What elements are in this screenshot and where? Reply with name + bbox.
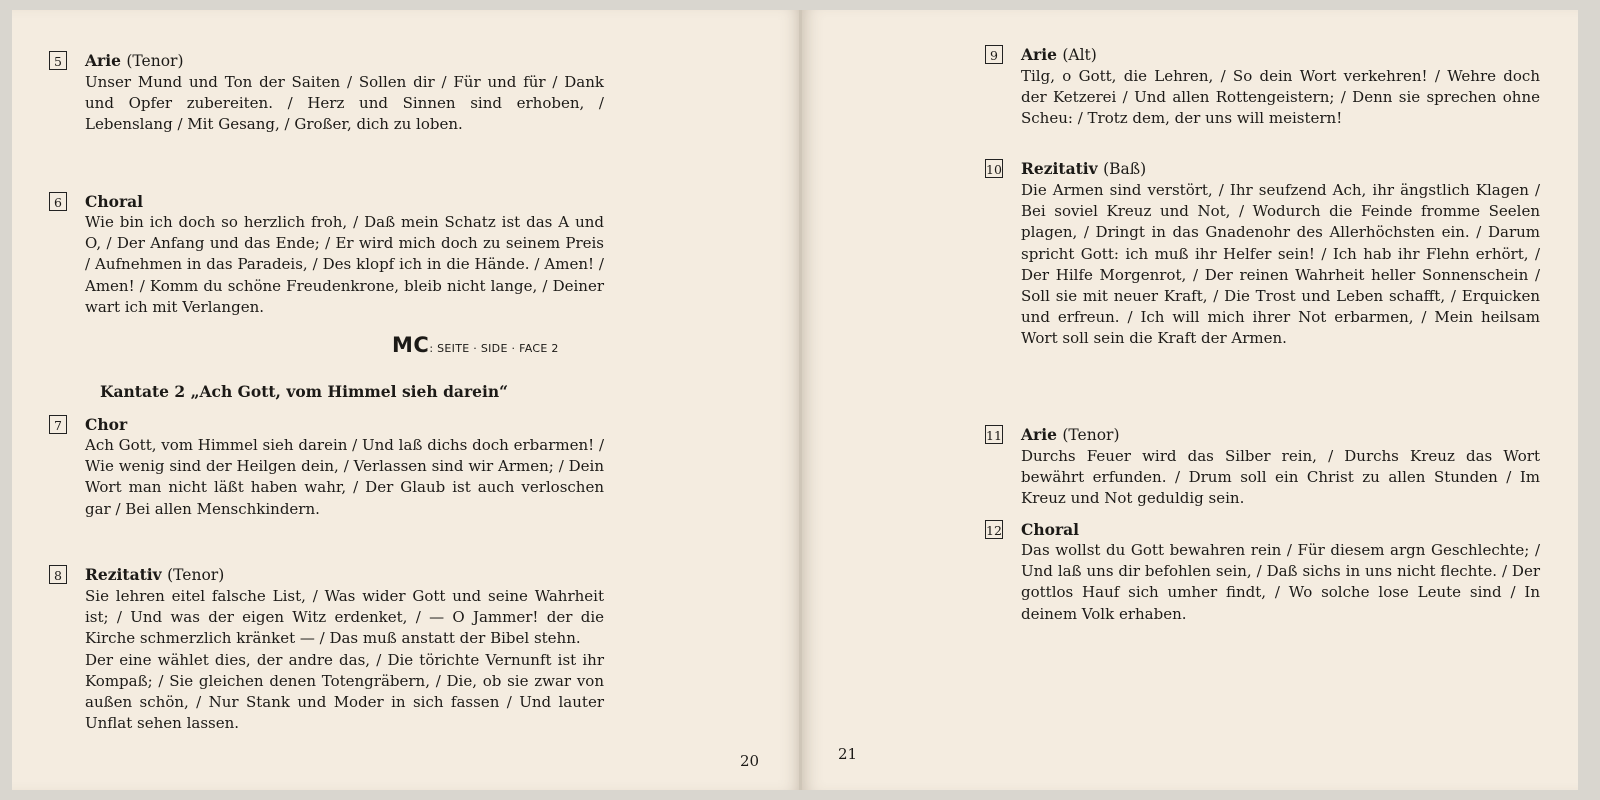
section-9 (985, 44, 1540, 130)
mc-label: MC (392, 333, 430, 357)
section-heading (85, 50, 604, 72)
section-7 (49, 414, 604, 520)
section-5 (49, 50, 604, 136)
section-text: Durchs Feuer wird das Silber rein, / Durchs Kreuz das Wort bewährt erfunden. / Drum soll ein Christ zu allen Stunden / Im Kreuz und Not geduldig sein. (1021, 447, 1540, 508)
section-heading: Choral (85, 192, 144, 211)
section-text: Sie lehren eitel falsche List, / Was wider Gott und seine Wahrheit ist; / Und was der eigen Witz erdenket, / — O Jammer! der die Kirche schmerzlich kränket — / Das muß anstatt der Bibel stehn. (85, 587, 604, 648)
section-number: 8 (49, 565, 67, 584)
heading-voice: (Baß) (1103, 160, 1147, 178)
section-number: 6 (49, 192, 67, 211)
section-12 (985, 519, 1540, 625)
mc-side-text: : SEITE · SIDE · FACE 2 (429, 342, 559, 355)
section-heading (85, 564, 604, 586)
section-number: 12 (985, 520, 1003, 539)
booklet-spread (12, 10, 1578, 790)
section-8 (49, 564, 604, 734)
section-text: Unser Mund und Ton der Saiten / Sollen dir / Für und für / Dank und Opfer zubereiten. / Herz und Sinnen sind erhoben, / Lebenslang / Mit Gesang, / Großer, dich zu loben. (85, 73, 604, 134)
heading-title: Arie (1021, 425, 1057, 444)
section-number: 5 (49, 51, 67, 70)
section-heading: Chor (85, 415, 128, 434)
heading-title: Arie (85, 51, 121, 70)
section-text: Ach Gott, vom Himmel sieh darein / Und laß dichs doch erbarmen! / Wie wenig sind der Heilgen dein, / Verlassen sind wir Armen; / Dein Wort man nicht läßt haben wahr, / Der Glaub ist auch verloschen gar / Bei allen Menschkindern. (85, 436, 604, 518)
kantate-title: Kantate 2 „Ach Gott, vom Himmel sieh darein“ (100, 382, 509, 401)
heading-voice: (Alt) (1062, 46, 1097, 64)
section-10 (985, 158, 1540, 350)
section-heading: Choral (1021, 520, 1080, 539)
section-number: 10 (985, 159, 1003, 178)
right-page (802, 10, 1578, 790)
left-page (12, 10, 802, 790)
heading-voice: (Tenor) (126, 52, 184, 70)
section-text: Das wollst du Gott bewahren rein / Für diesem argn Geschlechte; / Und laß uns dir befohlen sein, / Daß sichs in uns nicht flechte. / Der gottlos Hauf sich umher findt, / Wo solche lose Leute sind / In deinem Volk erhaben. (1021, 541, 1540, 623)
section-number: 9 (985, 45, 1003, 64)
section-6 (49, 191, 604, 318)
heading-title: Rezitativ (85, 565, 162, 584)
heading-voice: (Tenor) (1062, 426, 1120, 444)
section-number: 7 (49, 415, 67, 434)
heading-title: Rezitativ (1021, 159, 1098, 178)
heading-voice: (Tenor) (167, 566, 225, 584)
section-text: Tilg, o Gott, die Lehren, / So dein Wort verkehren! / Wehre doch der Ketzerei / Und allen Rottengeistern; / Denn sie sprechen ohne Scheu: / Trotz dem, der uns will meistern! (1021, 67, 1540, 128)
section-heading (1021, 44, 1540, 66)
heading-title: Arie (1021, 45, 1057, 64)
page-number: 20 (740, 752, 760, 770)
page-number: 21 (838, 745, 858, 763)
section-text-continued: Der eine wählet dies, der andre das, / Die törichte Vernunft ist ihr Kompaß; / Sie gleichen denen Totengräbern, / Die, ob sie zwar von außen schön, / Nur Stank und Moder in sich fassen / Und lauter Unflat sehen lassen. (85, 650, 604, 733)
section-number: 11 (985, 425, 1003, 444)
section-11 (985, 424, 1540, 510)
section-heading (1021, 158, 1540, 180)
section-text: Wie bin ich doch so herzlich froh, / Daß mein Schatz ist das A und O, / Der Anfang und das Ende; / Er wird mich doch zu seinem Preis / Aufnehmen in das Paradeis, / Des klopf ich in die Hände. / Amen! / Amen! / Komm du schöne Freudenkrone, bleib nicht lange, / Deiner wart ich mit Verlangen. (85, 213, 604, 316)
section-heading (1021, 424, 1540, 446)
section-text: Die Armen sind verstört, / Ihr seufzend Ach, ihr ängstlich Klagen / Bei soviel Kreuz und Not, / Wodurch die Feinde fromme Seelen plagen, / Dringt in das Gnadenohr des Allerhöchsten ein. / Darum spricht Gott: ich muß ihr Helfer sein! / Ich hab ihr Flehn erhört, / Der Hilfe Morgenrot, / Der reinen Wahrheit heller Sonnenschein / Soll sie mit neuer Kraft, / Die Trost und Leben schafft, / Erquicken und erfreun. / Ich will mich ihrer Not erbarmen, / Mein heilsam Wort soll sein die Kraft der Armen. (1021, 181, 1540, 348)
mc-side-label (392, 333, 559, 357)
